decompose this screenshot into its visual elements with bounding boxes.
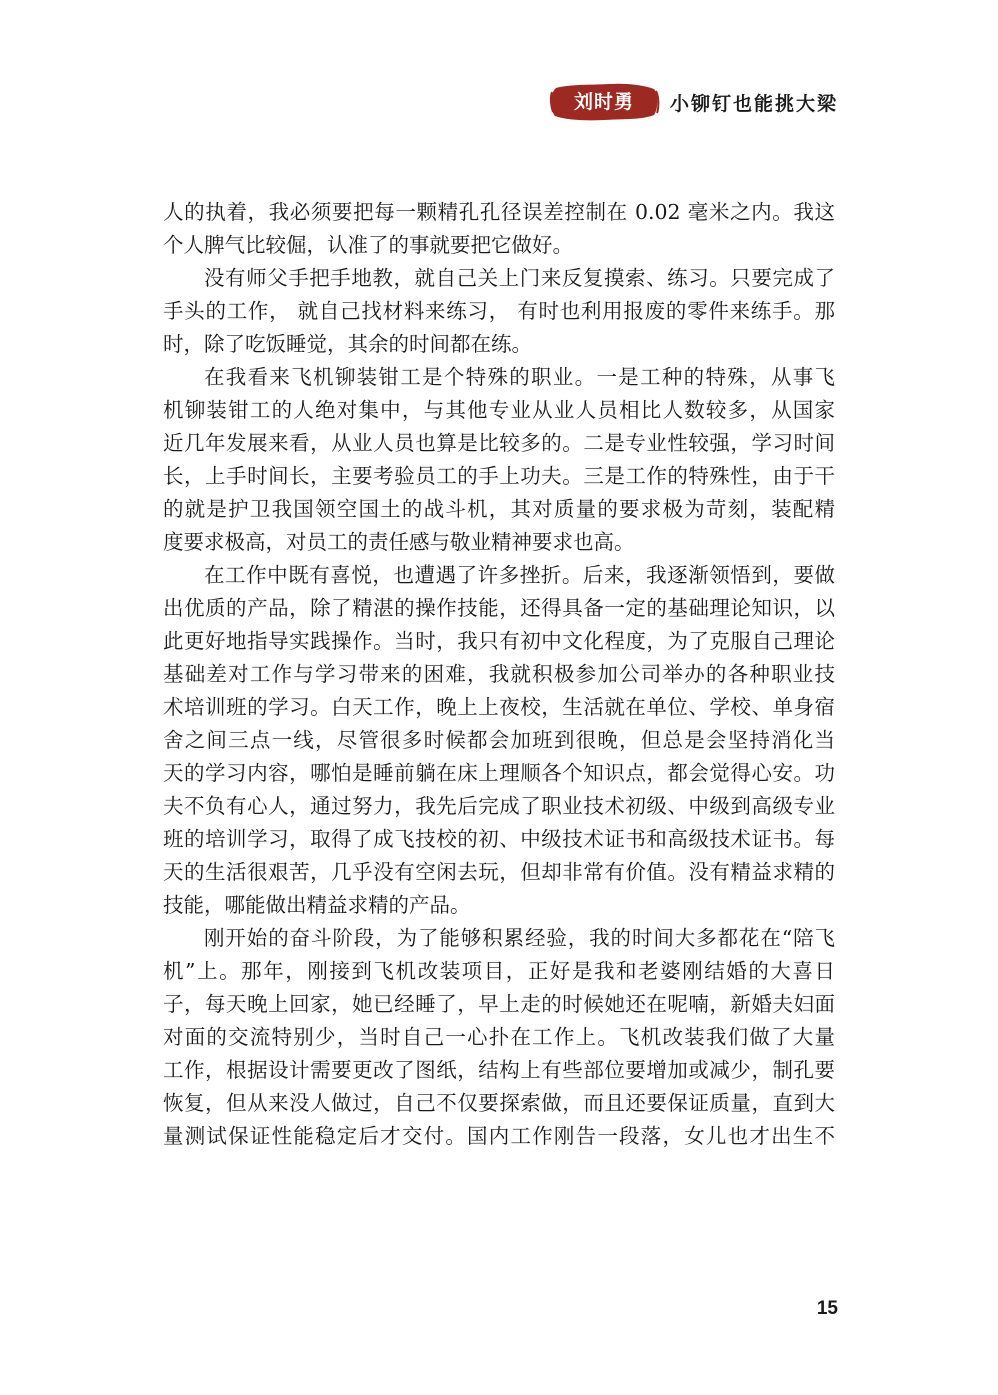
text-line: 舍之间三点一线，尽管很多时候都会加班到很晚，但总是会坚持消化当 [163,728,835,752]
text-line: 工作，根据设计需要更改了图纸，结构上有些部位要增加或减少，制孔要 [163,1058,835,1082]
text-line: 子，每天晚上回家，她已经睡了，早上走的时候她还在呢喃，新婚夫妇面 [163,992,835,1016]
text-line: 班的培训学习，取得了成飞技校的初、中级技术证书和高级技术证书。每 [163,827,835,851]
text-line: 刚开始的奋斗阶段，为了能够积累经验，我的时间大多都花在“陪飞 [204,926,835,950]
text-line: 基础差对工作与学习带来的困难，我就积极参加公司举办的各种职业技 [163,662,835,686]
text-line: 术培训班的学习。白天工作，晚上上夜校，生活就在单位、学校、单身宿 [163,695,835,719]
text-line: 夫不负有心人，通过努力，我先后完成了职业技术初级、中级到高级专业 [163,794,835,818]
chapter-title: 小铆钉也能挑大梁 [669,92,838,115]
text-line: 量测试保证性能稳定后才交付。国内工作刚告一段落，女儿也才出生不 [163,1124,835,1148]
text-line: 近几年发展来看，从业人员也算是比较多的。二是专业性较强，学习时间 [163,431,835,455]
text-line: 机”上。那年，刚接到飞机改装项目，正好是我和老婆刚结婚的大喜日 [163,959,835,983]
text-line: 机铆装钳工的人绝对集中，与其他专业从业人员相比人数较多，从国家 [163,398,835,422]
text-line: 长，上手时间长，主要考验员工的手上功夫。三是工作的特殊性，由于干 [163,464,835,488]
text-line: 此更好地指导实践操作。当时，我只有初中文化程度，为了克服自己理论 [163,629,835,653]
text-line: 天的生活很艰苦，几乎没有空闲去玩，但却非常有价值。没有精益求精的 [163,860,835,884]
text-line: 恢复，但从来没人做过，自己不仅要探索做，而且还要保证质量，直到大 [163,1091,835,1115]
text-line: 在工作中既有喜悦，也遭遇了许多挫折。后来，我逐渐领悟到，要做 [204,563,835,587]
body-text [163,196,835,1153]
text-line: 时，除了吃饭睡觉，其余的时间都在练。 [163,332,532,356]
text-line: 个人脾气比较倔，认准了的事就要把它做好。 [163,233,573,257]
author-name: 刘时勇 [573,91,634,113]
text-line: 度要求极高，对员工的责任感与敬业精神要求也高。 [163,530,635,554]
text-line: 没有师父手把手地教，就自己关上门来反复摸索、练习。只要完成了 [204,266,835,290]
page-number: 15 [816,1298,838,1319]
running-header [548,80,838,124]
text-line: 出优质的产品，除了精湛的操作技能，还得具备一定的基础理论知识，以 [163,596,835,620]
text-line: 手头的工作， 就自己找材料来练习， 有时也利用报废的零件来练手。那 [163,299,835,323]
text-line: 对面的交流特别少，当时自己一心扑在工作上。飞机改装我们做了大量 [163,1025,835,1049]
text-line: 人的执着，我必须要把每一颗精孔孔径误差控制在 0.02 毫米之内。我这 [163,200,835,224]
text-line: 技能，哪能做出精益求精的产品。 [163,893,471,917]
text-line: 的就是护卫我国领空国土的战斗机，其对质量的要求极为苛刻，装配精 [163,497,835,521]
text-line: 天的学习内容，哪怕是睡前躺在床上理顺各个知识点，都会觉得心安。功 [163,761,835,785]
author-name-seal [548,82,660,122]
text-line: 在我看来飞机铆装钳工是个特殊的职业。一是工种的特殊，从事飞 [204,365,835,389]
